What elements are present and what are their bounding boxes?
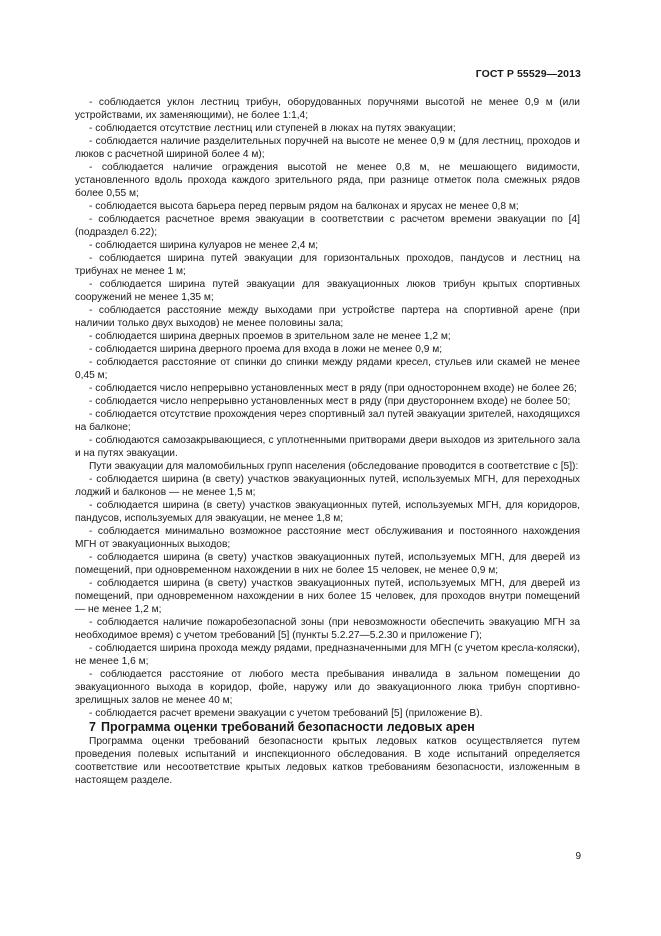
list-item: - соблюдается ширина (в свету) участков эвакуационных путей, используемых МГН, для коридоров, пандусов, используемых для эвакуации, не менее 1,8 м;: [75, 500, 580, 524]
section-paragraph: Программа оценки требований безопасности крытых ледовых катков осуществляется путем проведения полевых испытаний и инспекционного обследования. В ходе испытаний определяется соответствие или несоответствие крытых ледовых катков требованиям безопасности, изложенным в настоящем разделе.: [75, 736, 580, 786]
list-item: - соблюдается наличие пожаробезопасной зоны (при невозможности обеспечить эвакуацию МГН за необходимое время) с учетом требований [5] (пункты 5.2.27—5.2.30 и приложение Г);: [75, 617, 580, 641]
list-item: - соблюдаются самозакрывающиеся, с уплотненными притворами двери выходов из зрительного зала и на путях эвакуации.: [75, 435, 580, 459]
list-item: - соблюдается отсутствие лестниц или ступеней в люках на путях эвакуации;: [89, 123, 456, 134]
section-heading: [75, 720, 580, 735]
list-item: - соблюдается число непрерывно установленных мест в ряду (при двустороннем входе) не более 50;: [89, 396, 571, 407]
document-code: ГОСТ Р 55529—2013: [475, 68, 581, 80]
list-item: - соблюдается расчетное время эвакуации в соответствии с расчетом времени эвакуации по [4] (подраздел 6.22);: [75, 214, 580, 238]
page-number: 9: [575, 851, 581, 862]
list-item: - соблюдается уклон лестниц трибун, оборудованных поручнями высотой не менее 0,9 м (или устройствами, их заменяющими), не более 1:1,4;: [75, 97, 580, 121]
list-item: - соблюдается ширина (в свету) участков эвакуационных путей, используемых МГН, для дверей из помещений, при одновременном нахождении в них более 15 человек, для проходов внутри помещений — не менее 1,2 м;: [75, 578, 580, 615]
list-item: - соблюдается наличие ограждения высотой не менее 0,8 м, не мешающего видимости, установленного вдоль прохода каждого зрительного ряда, при разнице отметок пола смежных рядов более 0,55 м;: [75, 162, 580, 199]
list-item: - соблюдается ширина дверных проемов в зрительном зале не менее 1,2 м;: [89, 331, 451, 342]
section-number: 7: [89, 720, 96, 734]
list-item: - соблюдается наличие разделительных поручней на высоте не менее 0,9 м (для лестниц, проходов и люков с расчетной шириной более 4 м);: [75, 136, 580, 160]
list-item: - соблюдается ширина прохода между рядами, предназначенными для МГН (с учетом кресла-коляски), не менее 1,6 м;: [75, 643, 580, 667]
list-item: - соблюдается число непрерывно установленных мест в ряду (при одностороннем входе) не более 26;: [89, 383, 577, 394]
list-item: - соблюдается ширина путей эвакуации для горизонтальных проходов, пандусов и лестниц на трибунах не менее 1 м;: [75, 253, 580, 277]
list-item: - соблюдается минимально возможное расстояние мест обслуживания и постоянного нахождения МГН от эвакуационных выходов;: [75, 526, 580, 550]
page-content: [75, 96, 580, 787]
list-item: - соблюдается высота барьера перед первым рядом на балконах и ярусах не менее 0,8 м;: [89, 201, 519, 212]
list-item: - соблюдается расстояние между выходами при устройстве партера на спортивной арене (при наличии только двух выходов) не менее половины зала;: [75, 305, 580, 329]
list-item: - соблюдается ширина (в свету) участков эвакуационных путей, используемых МГН, для переходных лоджий и балконов — не менее 1,5 м;: [75, 474, 580, 498]
list-item: - соблюдается расстояние от спинки до спинки между рядами кресел, стульев или скамей не менее 0,45 м;: [75, 357, 580, 381]
list-item: - соблюдается ширина дверного проема для входа в ложи не менее 0,9 м;: [89, 344, 443, 355]
mgn-intro-paragraph: Пути эвакуации для маломобильных групп населения (обследование проводится в соответствие с [5]):: [89, 461, 579, 472]
list-item: - соблюдается ширина путей эвакуации для эвакуационных люков трибун крытых спортивных сооружений не менее 1,35 м;: [75, 279, 580, 303]
list-item: - соблюдается ширина (в свету) участков эвакуационных путей, используемых МГН, для дверей из помещений, при одновременном нахождении в них не более 15 человек, не менее 0,9 м;: [75, 552, 580, 576]
list-item: - соблюдается отсутствие прохождения через спортивный зал путей эвакуации зрителей, находящихся на балконе;: [75, 409, 580, 433]
section-title: Программа оценки требований безопасности ледовых арен: [100, 720, 475, 734]
list-item: - соблюдается расстояние от любого места пребывания инвалида в зальном помещении до эвакуационного выхода в коридор, фойе, наружу или до эвакуационного люка трибун спортивно-зрелищных залов не менее 40 м;: [75, 669, 580, 706]
list-item: - соблюдается ширина кулуаров не менее 2,4 м;: [89, 240, 319, 251]
list-item: - соблюдается расчет времени эвакуации с учетом требований [5] (приложение В).: [89, 708, 483, 719]
